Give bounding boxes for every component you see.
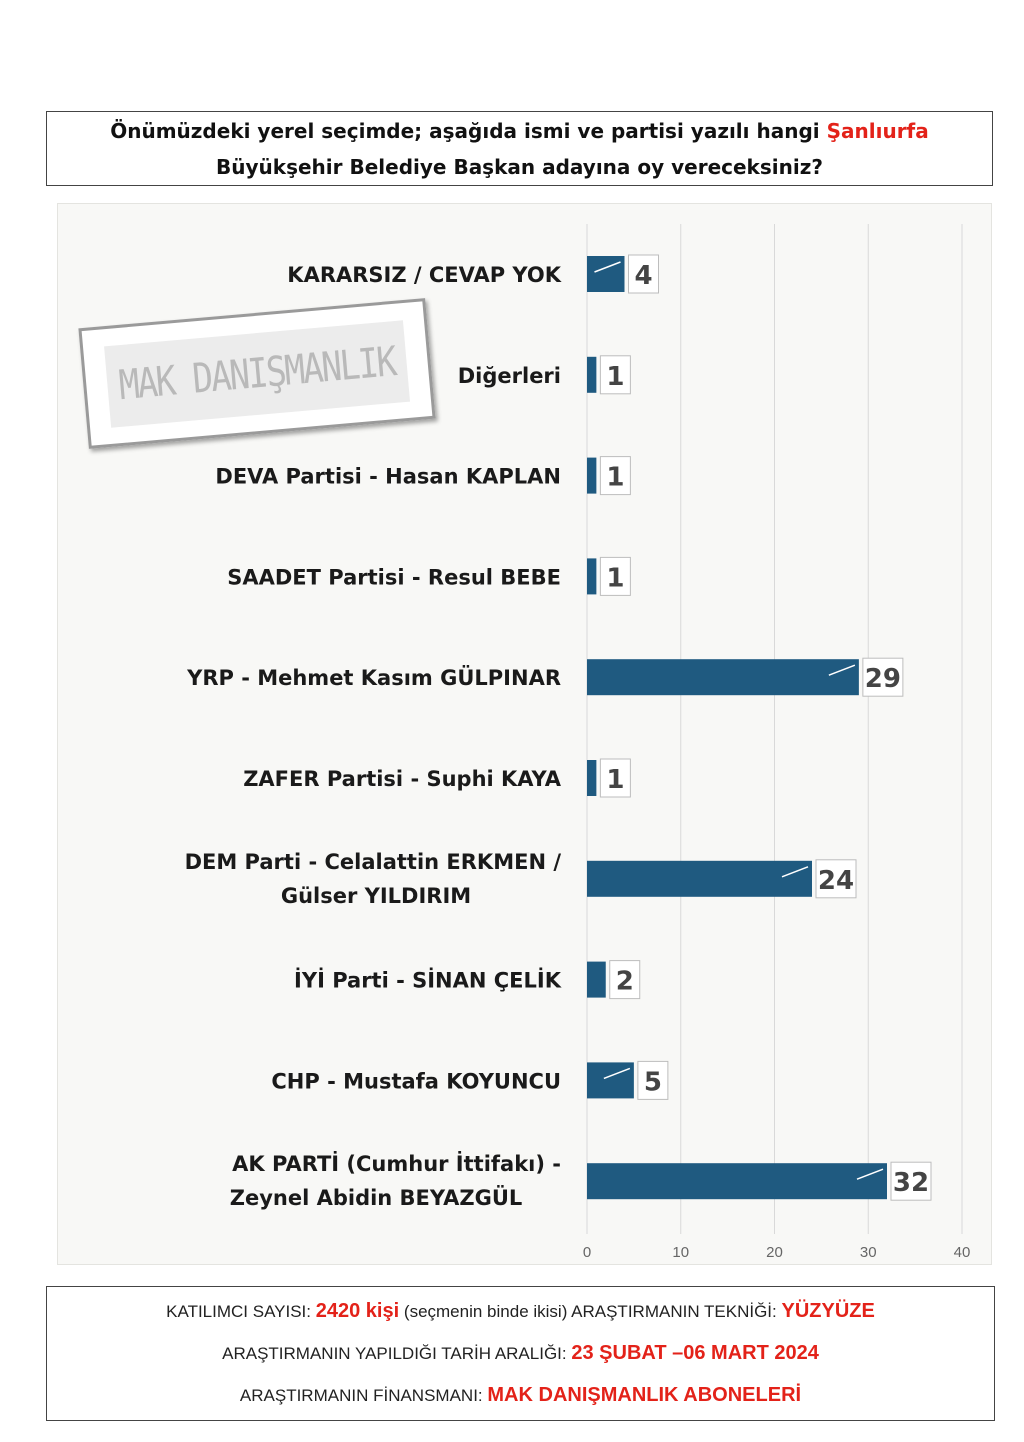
bar <box>587 558 596 594</box>
technique-value: YÜZYÜZE <box>781 1300 875 1323</box>
footer-row-participants <box>166 1300 875 1323</box>
funding-value: MAK DANIŞMANLIK ABONELERİ <box>487 1383 802 1406</box>
bar <box>587 458 596 494</box>
category-label: Diğerleri <box>457 363 561 388</box>
x-tick-label: 40 <box>953 1244 971 1261</box>
category-label: SAADET Partisi - Resul BEBE <box>227 565 561 590</box>
footer-row-dates <box>222 1342 819 1365</box>
data-label: 32 <box>892 1168 930 1199</box>
bar <box>587 256 625 292</box>
x-tick-label: 30 <box>859 1244 877 1261</box>
category-label: CHP - Mustafa KOYUNCU <box>271 1069 561 1094</box>
funding-label: ARAŞTIRMANIN FİNANSMANI: <box>239 1385 483 1405</box>
dates-value: 23 ŞUBAT –06 MART 2024 <box>571 1341 819 1364</box>
category-label: ZAFER Partisi - Suphi KAYA <box>243 767 561 791</box>
x-tick-label: 0 <box>582 1244 592 1261</box>
category-label: Zeynel Abidin BEYAZGÜL <box>229 1186 523 1211</box>
bar <box>587 760 596 796</box>
bar <box>587 659 859 695</box>
data-label: 29 <box>864 664 901 695</box>
dates-label: ARAŞTIRMANIN YAPILDIĞI TARİH ARALIĞI: <box>222 1343 567 1363</box>
x-tick-label: 20 <box>766 1244 783 1261</box>
category-label: Gülser YILDIRIM <box>280 883 472 908</box>
title-city: Şanlıurfa <box>826 118 929 143</box>
data-label: 2 <box>615 966 634 997</box>
data-label: 1 <box>606 765 625 795</box>
bar <box>587 357 596 393</box>
bar <box>587 1163 887 1199</box>
title-line-2: Büyükşehir Belediye Başkan adayına oy vereceksiniz? <box>216 154 823 179</box>
participants-value: 2420 kişi <box>315 1300 400 1323</box>
data-label: 1 <box>606 563 625 594</box>
technique-label: (seçmenin binde ikisi) ARAŞTIRMANIN TEKNİĞİ: <box>403 1302 777 1322</box>
data-label: 1 <box>606 361 625 392</box>
x-tick-label: 10 <box>672 1244 690 1261</box>
category-label: İYİ Parti - SİNAN ÇELİK <box>294 968 561 993</box>
survey-info <box>46 1286 995 1421</box>
category-label: DEVA Partisi - Hasan KAPLAN <box>215 464 561 489</box>
data-label: 5 <box>643 1067 662 1098</box>
participants-label: KATILIMCI SAYISI: <box>166 1302 312 1322</box>
category-label: DEM Parti - Celalattin ERKMEN / <box>184 849 561 874</box>
chart-title <box>46 111 993 186</box>
category-label: KARARSIZ / CEVAP YOK <box>287 263 561 287</box>
data-label: 24 <box>817 865 855 896</box>
title-line-1 <box>110 113 929 149</box>
data-label: 4 <box>634 261 653 291</box>
footer-row-funding <box>240 1384 801 1407</box>
bar <box>587 1062 634 1098</box>
stamp-text: MAK DANIŞMANLIK <box>104 320 410 427</box>
bar <box>587 962 606 998</box>
category-label: YRP - Mehmet Kasım GÜLPINAR <box>187 666 561 691</box>
bar <box>587 861 812 897</box>
category-label: AK PARTİ (Cumhur İttifakı) - <box>232 1152 561 1177</box>
data-label: 1 <box>606 462 625 493</box>
title-prefix: Önümüzdeki yerel seçimde; aşağıda ismi ve partisi yazılı hangi <box>110 118 820 143</box>
